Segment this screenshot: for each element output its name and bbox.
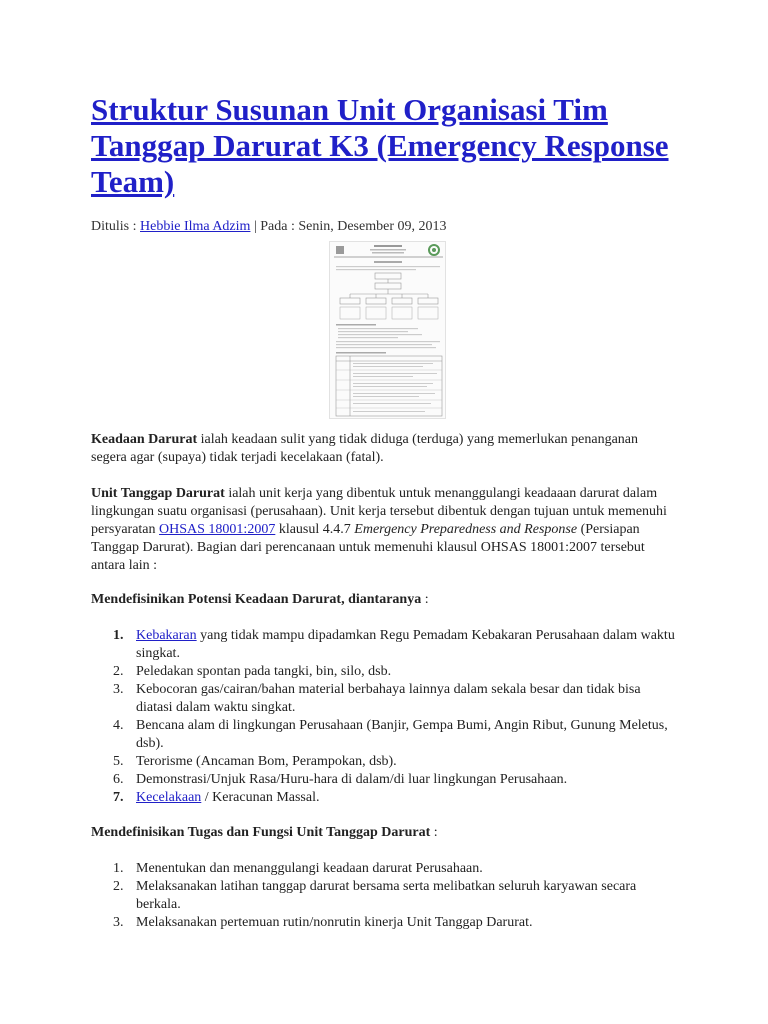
term-unit-tanggap-darurat: Unit Tanggap Darurat <box>91 486 225 501</box>
section-tugas-heading <box>91 824 438 842</box>
list-item <box>91 681 676 717</box>
list-number: 2. <box>113 879 124 894</box>
article-title <box>91 92 691 200</box>
section-potensi-heading-text: Mendefisinikan Potensi Keadaan Darurat, diantaranya <box>91 592 422 607</box>
list-text: Peledakan spontan pada tangki, bin, silo, dsb. <box>136 664 392 679</box>
potensi-list <box>91 627 691 807</box>
term-keadaan-darurat: Keadaan Darurat <box>91 432 198 447</box>
list-number: 3. <box>113 682 124 697</box>
list-text: Melaksanakan pertemuan rutin/nonrutin kinerja Unit Tanggap Darurat. <box>136 915 533 930</box>
list-number: 4. <box>113 718 124 733</box>
author-link[interactable]: Hebbie Ilma Adzim <box>140 219 251 234</box>
meta-prefix: Ditulis : <box>91 219 141 234</box>
list-text: yang tidak mampu dipadamkan Regu Pemadam Kebakaran Perusahaan dalam waktu singkat. <box>136 628 675 661</box>
list-number: 3. <box>113 915 124 930</box>
list-text: Menentukan dan menanggulangi keadaan darurat Perusahaan. <box>136 861 483 876</box>
section-tugas-colon: : <box>430 825 438 840</box>
section-tugas-heading-text: Mendefinisikan Tugas dan Fungsi Unit Tanggap Darurat <box>91 825 431 840</box>
list-item <box>91 753 676 771</box>
definition-text-3: (Persiapan Tanggap Darurat). Bagian dari perencanaan untuk memenuhi klausul OHSAS 18001:2007 tersebut antara lain : <box>91 522 645 573</box>
ohsas-link[interactable]: OHSAS 18001:2007 <box>159 522 276 537</box>
org-chart-image <box>330 242 446 419</box>
company-logo-icon <box>336 246 344 254</box>
definition-italic: Emergency Preparedness and Response <box>354 522 578 537</box>
list-number: 1. <box>113 861 124 876</box>
definition-unit-tanggap-darurat <box>91 485 673 575</box>
article-meta <box>91 218 447 236</box>
list-text: Terorisme (Ancaman Bom, Perampokan, dsb). <box>136 754 397 769</box>
definition-keadaan-darurat <box>91 431 673 467</box>
kebakaran-link[interactable]: Kebakaran <box>136 628 197 643</box>
article-title-link[interactable]: Struktur Susunan Unit Organisasi Tim Tanggap Darurat K3 (Emergency Response Team) <box>91 92 669 199</box>
section-potensi-colon: : <box>421 592 429 607</box>
list-text: Melaksanakan latihan tanggap darurat bersama serta melibatkan seluruh karyawan secara berkala. <box>136 879 637 912</box>
list-number: 1. <box>113 628 124 643</box>
list-text: Kebocoran gas/cairan/bahan material berbahaya lainnya dalam sekala besar dan tidak bisa diatasi dalam waktu singkat. <box>136 682 641 715</box>
definition-text-2: klausul 4.4.7 <box>275 522 355 537</box>
list-item <box>91 789 676 807</box>
list-item <box>91 878 676 914</box>
list-text: / Keracunan Massal. <box>201 790 320 805</box>
meta-date: | Pada : Senin, Desember 09, 2013 <box>250 219 447 234</box>
list-item <box>91 627 676 663</box>
org-chart-thumbnail[interactable] <box>329 241 446 419</box>
list-number: 2. <box>113 664 124 679</box>
list-item <box>91 914 676 932</box>
list-text: Demonstrasi/Unjuk Rasa/Huru-hara di dalam/di luar lingkungan Perusahaan. <box>136 772 568 787</box>
section-potensi-heading <box>91 591 429 609</box>
list-item <box>91 771 676 789</box>
list-item <box>91 717 676 753</box>
definition-text: ialah keadaan sulit yang tidak diduga (terduga) yang memerlukan penanganan segera agar (supaya) tidak terjadi kecelakaan (fatal). <box>91 432 639 465</box>
list-number: 6. <box>113 772 124 787</box>
list-number: 5. <box>113 754 124 769</box>
list-text: Bencana alam di lingkungan Perusahaan (Banjir, Gempa Bumi, Angin Ribut, Gunung Meletus, dsb). <box>136 718 668 751</box>
list-number: 7. <box>113 790 124 805</box>
list-item <box>91 663 676 681</box>
tugas-list <box>91 860 691 932</box>
kecelakaan-link[interactable]: Kecelakaan <box>136 790 202 805</box>
definition-text-1: ialah unit kerja yang dibentuk untuk menanggulangi keadaaan darurat dalam lingkungan suatu organisasi (perusahaan). Unit kerja tersebut dibentuk dengan tujuan untuk memenuhi persyaratan <box>91 486 667 537</box>
list-item <box>91 860 676 878</box>
